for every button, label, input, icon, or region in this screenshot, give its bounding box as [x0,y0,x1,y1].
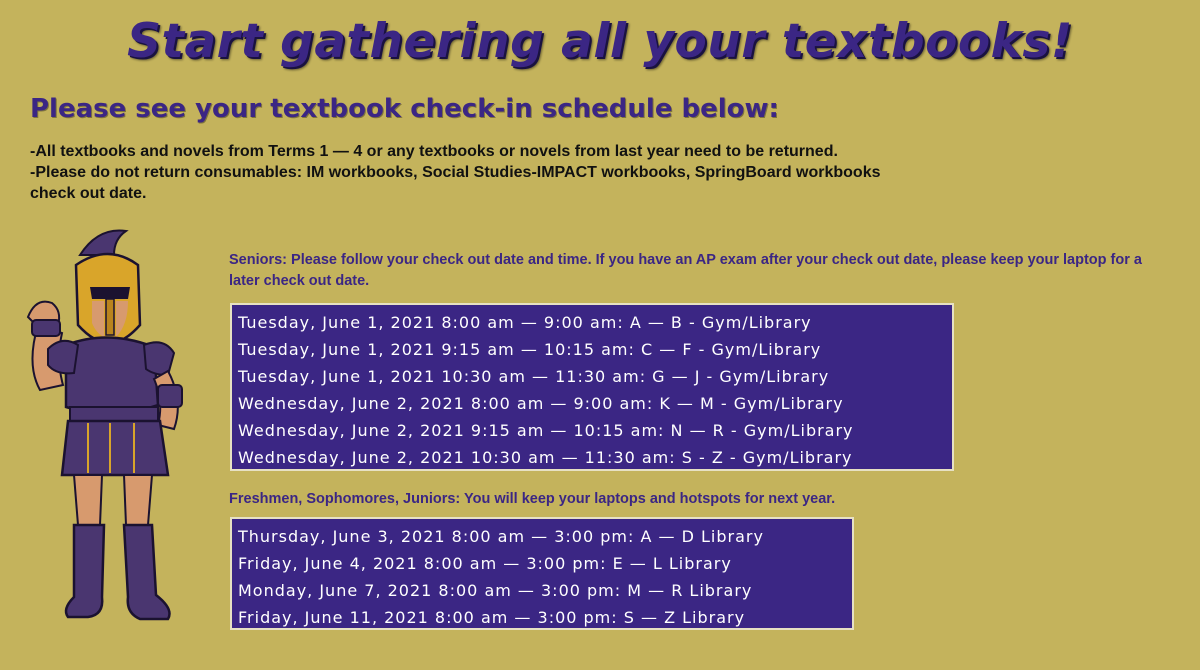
schedule-row: Thursday, June 3, 2021 8:00 am — 3:00 pm: A — D Library [238,527,764,546]
schedule-row: Friday, June 11, 2021 8:00 am — 3:00 pm: S — Z Library [238,608,746,627]
instructions [30,141,950,204]
schedule-row: Friday, June 4, 2021 8:00 am — 3:00 pm: E — L Library [238,554,732,573]
schedule-row: Wednesday, June 2, 2021 8:00 am — 9:00 am: K — M - Gym/Library [238,394,844,413]
schedule-row: Tuesday, June 1, 2021 9:15 am — 10:15 am: C — F - Gym/Library [238,340,822,359]
page-title: Start gathering all your textbooks! [127,14,1073,69]
instruction-line: check out date. [30,185,147,202]
schedule-row: Wednesday, June 2, 2021 10:30 am — 11:30 am: S - Z - Gym/Library [238,448,853,467]
schedule-row: Monday, June 7, 2021 8:00 am — 3:00 pm: M — R Library [238,581,753,600]
instruction-line: -All textbooks and novels from Terms 1 — 4 or any textbooks or novels from last year need to be returned. [30,143,838,160]
seniors-heading: Seniors: Please follow your check out date and time. If you have an AP exam after your check out date, please keep your laptop for a later check out date. [229,252,1142,289]
instruction-line: -Please do not return consumables: IM workbooks, Social Studies-IMPACT workbooks, SpringBoard workbooks [30,164,881,181]
schedule-row: Wednesday, June 2, 2021 9:15 am — 10:15 am: N — R - Gym/Library [238,421,854,440]
schedule-row: Tuesday, June 1, 2021 10:30 am — 11:30 am: G — J - Gym/Library [238,367,830,386]
seniors-schedule [230,303,954,471]
spartan-mascot-icon [18,225,198,630]
underclassmen-heading: Freshmen, Sophomores, Juniors: You will keep your laptops and hotspots for next year. [229,491,836,507]
underclassmen-schedule [230,517,854,630]
schedule-row: Tuesday, June 1, 2021 8:00 am — 9:00 am: A — B - Gym/Library [238,313,812,332]
page-subtitle: Please see your textbook check-in schedule below: [30,94,779,124]
